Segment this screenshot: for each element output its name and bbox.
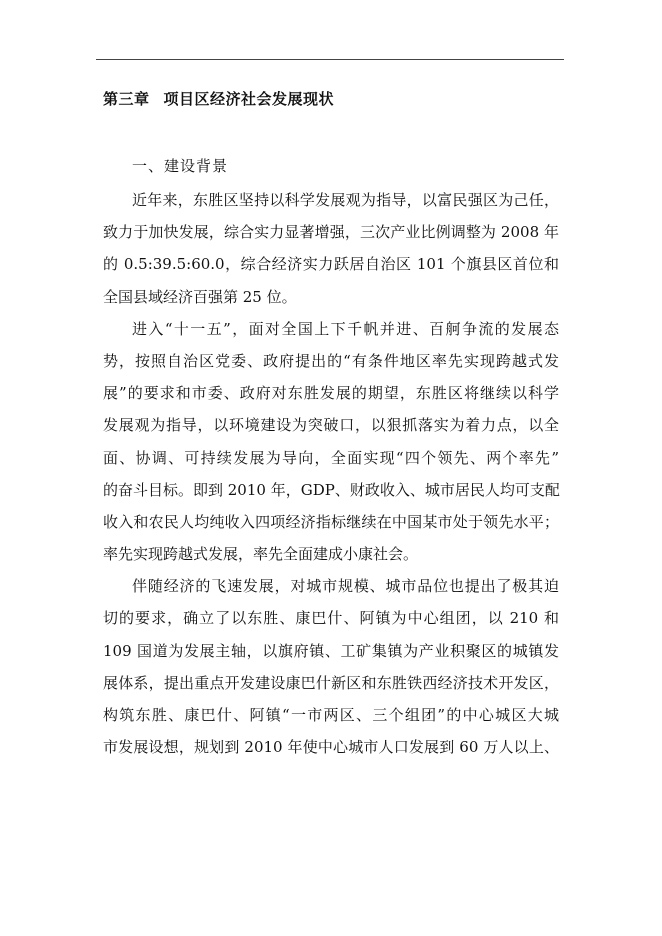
text-line: 发展观为指导，以环境建设为突破口，以狠抓落实为着力点，以全 (103, 416, 559, 435)
text-line: 收入和农民人均纯收入四项经济指标继续在中国某市处于领先水平； (103, 512, 559, 531)
body-text (103, 184, 559, 763)
text-line: 市发展设想，规划到 2010 年使中心城市人口发展到 60 万人以上、 (103, 738, 559, 757)
text-line: 面、协调、可持续发展为导向，全面实现“四个领先、两个率先” (103, 448, 559, 467)
text-line: 构筑东胜、康巴什、阿镇“一市两区、三个组团”的中心城区大城 (103, 706, 559, 724)
text-line: 伴随经济的飞速发展，对城市规模、城市品位也提出了极其迫 (132, 577, 559, 596)
chapter-heading (103, 88, 334, 109)
text-line: 展”的要求和市委、政府对东胜发展的期望，东胜区将继续以科学 (103, 384, 559, 403)
text-line: 切的要求，确立了以东胜、康巴什、阿镇为中心组团，以 210 和 (103, 609, 559, 628)
text-line: 势，按照自治区党委、政府提出的“有条件地区率先实现跨越式发 (103, 351, 559, 370)
text-line: 致力于加快发展，综合实力显著增强，三次产业比例调整为 2008 年 (103, 223, 559, 242)
text-line: 近年来，东胜区坚持以科学发展观为指导，以富民强区为己任， (132, 191, 559, 209)
text-line: 的 0.5:39.5:60.0，综合经济实力跃居自治区 101 个旗县区首位和 (103, 255, 559, 274)
text-line: 109 国道为发展主轴，以旗府镇、工矿集镇为产业积聚区的城镇发 (103, 641, 559, 660)
text-line: 全国县域经济百强第 25 位。 (103, 287, 297, 306)
text-line: 展体系，提出重点开发建设康巴什新区和东胜铁西经济技术开发区， (103, 673, 559, 692)
text-line: 率先实现跨越式发展，率先全面建成小康社会。 (103, 545, 419, 564)
chapter-number: 第三章 (103, 90, 150, 108)
text-line: 的奋斗目标。即到 2010 年，GDP、财政收入、城市居民人均可支配 (103, 480, 560, 499)
header-rule (96, 59, 564, 60)
chapter-title: 项目区经济社会发展现状 (163, 90, 335, 108)
text-line: 进入“十一五”，面对全国上下千帆并进、百舸争流的发展态 (132, 319, 559, 338)
section-heading: 一、建设背景 (132, 157, 229, 175)
